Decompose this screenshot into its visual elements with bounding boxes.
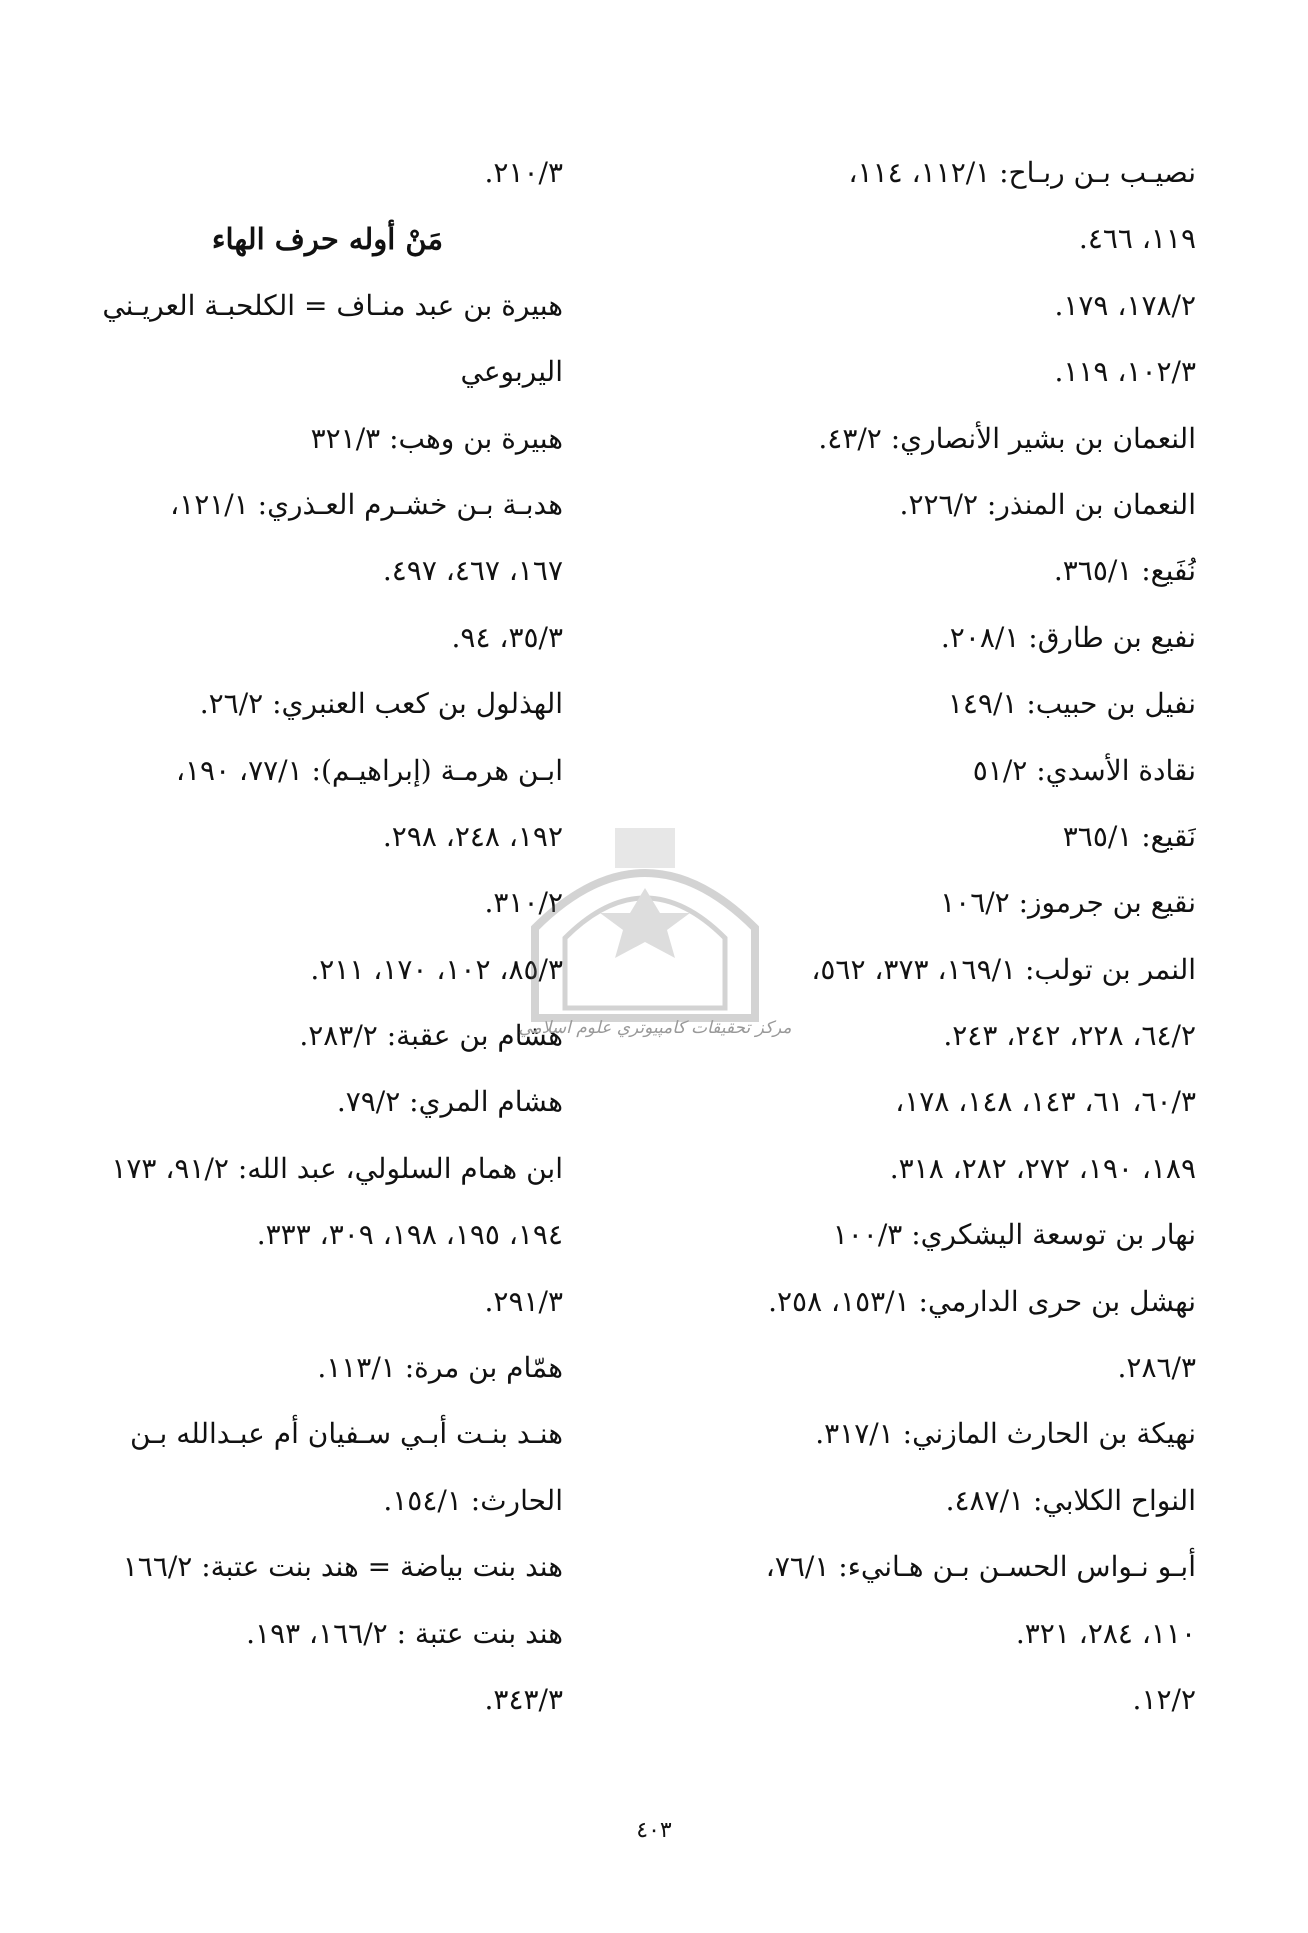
- index-line: ١١٩، ٤٦٦.: [1078, 222, 1196, 256]
- index-line: اليربوعي: [460, 355, 563, 389]
- index-line: ١١٠، ٢٨٤، ٣٢١.: [1015, 1616, 1196, 1650]
- index-line: هنـد بنـت أبـي سـفيان أم عبـدالله بـن: [129, 1417, 563, 1451]
- index-line: نَقيع: ٣٦٥/١: [1062, 819, 1196, 853]
- watermark-logo: [495, 818, 795, 1038]
- index-line: ابن همام السلولي، عبد الله: ٩١/٢، ١٧٣: [111, 1151, 563, 1185]
- index-line: هشام المري: ٧٩/٢.: [336, 1085, 563, 1119]
- page-number: ٤٠٣: [636, 1818, 672, 1843]
- index-line: ١٢/٢.: [1132, 1682, 1196, 1716]
- index-line: هبيرة بن عبد منـاف = الكلحبـة العريـني: [102, 288, 563, 322]
- index-line: هبيرة بن وهب: ٣٢١/٣: [310, 421, 563, 455]
- index-line: نصيـب بـن ربـاح: ١١٢/١، ١١٤،: [848, 156, 1196, 189]
- index-line: ٦٠/٣، ٦١، ١٤٣، ١٤٨، ١٧٨،: [895, 1085, 1196, 1119]
- index-line: نفيل بن حبيب: ١٤٩/١: [947, 687, 1196, 721]
- index-line: ١٠٢/٣، ١١٩.: [1054, 355, 1196, 389]
- index-line: نهشل بن حرى الدارمي: ١٥٣/١، ٢٥٨.: [768, 1284, 1196, 1318]
- index-line: ١٦٧، ٤٦٧، ٤٩٧.: [382, 554, 563, 588]
- index-line: ٢٩١/٣.: [484, 1284, 563, 1318]
- watermark-text: مركز تحقيقات كامپيوتري علوم اسلامي: [518, 1018, 792, 1038]
- index-line: مَنْ أوله حرف الهاء: [211, 222, 443, 257]
- index-line: ابـن هرمـة (إبراهيـم): ٧٧/١، ١٩٠،: [175, 753, 563, 787]
- index-line: النمر بن تولب: ١٦٩/١، ٣٧٣، ٥٦٢،: [811, 952, 1196, 986]
- index-line: الهذلول بن كعب العنبري: ٢٦/٢.: [199, 687, 563, 721]
- index-line: ٢١٠/٣.: [484, 156, 563, 189]
- index-line: أبـو نـواس الحسـن بـن هـانيء: ٧٦/١،: [765, 1550, 1196, 1584]
- index-line: هشام بن عقبة: ٢٨٣/٢.: [299, 1019, 563, 1053]
- index-line: ٣٤٣/٣.: [484, 1682, 563, 1716]
- index-line: ٣٥/٣، ٩٤.: [451, 620, 563, 654]
- index-line: ١٧٨/٢، ١٧٩.: [1054, 288, 1196, 322]
- index-line: ٦٤/٢، ٢٢٨، ٢٤٢، ٢٤٣.: [943, 1019, 1196, 1053]
- left-column: [63, 140, 563, 1733]
- index-line: نهار بن توسعة اليشكري: ١٠٠/٣: [832, 1218, 1196, 1252]
- index-line: النعمان بن بشير الأنصاري: ٤٣/٢.: [818, 421, 1196, 455]
- index-line: هند بنت عتبة : ١٦٦/٢، ١٩٣.: [246, 1616, 563, 1650]
- index-line: ٨٥/٣، ١٠٢، ١٧٠، ٢١١.: [310, 952, 563, 986]
- index-line: ٣١٠/٢.: [484, 886, 563, 920]
- index-line: نفيع بن طارق: ٢٠٨/١.: [940, 620, 1196, 654]
- index-line: ١٨٩، ١٩٠، ٢٧٢، ٢٨٢، ٣١٨.: [889, 1151, 1196, 1185]
- index-line: همّام بن مرة: ١١٣/١.: [317, 1351, 563, 1385]
- index-line: النعمان بن المنذر: ٢٢٦/٢.: [899, 487, 1196, 521]
- index-line: هند بنت بياضة = هند بنت عتبة: ١٦٦/٢: [122, 1550, 563, 1584]
- index-line: هدبـة بـن خشـرم العـذري: ١٢١/١،: [170, 487, 563, 521]
- index-line: نُفَيع: ٣٦٥/١.: [1053, 554, 1196, 588]
- index-line: نقادة الأسدي: ٥١/٢: [972, 753, 1196, 787]
- index-line: النواح الكلابي: ٤٨٧/١.: [945, 1483, 1196, 1517]
- index-line: نقيع بن جرموز: ١٠٦/٢: [940, 886, 1196, 920]
- index-line: نهيكة بن الحارث المازني: ٣١٧/١.: [815, 1417, 1196, 1451]
- index-line: ١٩٤، ١٩٥، ١٩٨، ٣٠٩، ٣٣٣.: [256, 1218, 563, 1252]
- index-line: الحارث: ١٥٤/١.: [383, 1483, 563, 1517]
- index-line: ٢٨٦/٣.: [1117, 1351, 1196, 1385]
- index-line: ١٩٢، ٢٤٨، ٢٩٨.: [382, 819, 563, 853]
